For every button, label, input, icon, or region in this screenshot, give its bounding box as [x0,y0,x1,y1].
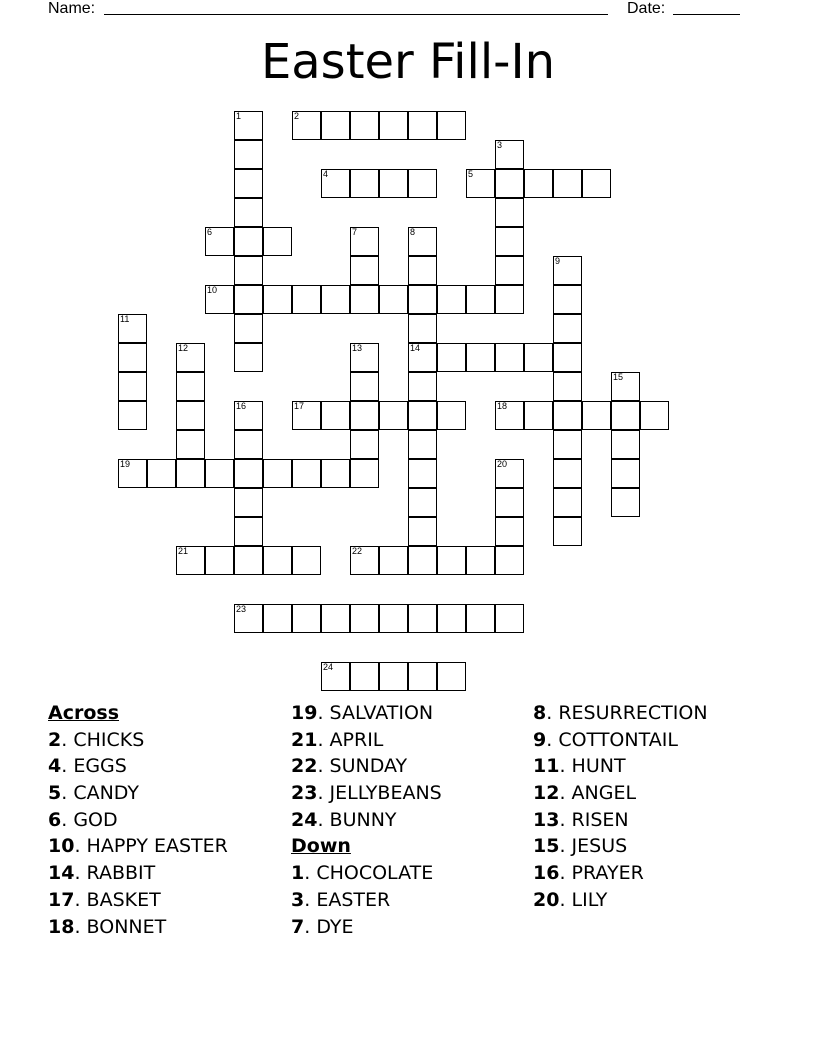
clue-item-number: 7 [291,915,305,938]
clue-item-text: HAPPY EASTER [86,835,228,858]
clue-item: 19. SALVATION [291,702,434,724]
clue-number: 5 [468,169,474,179]
grid-cell[interactable] [408,169,437,198]
grid-cell[interactable] [408,459,437,488]
grid-cell[interactable] [321,662,350,691]
clue-item: 5. CANDY [48,782,140,805]
grid-cell[interactable] [408,517,437,546]
grid-cell[interactable] [350,430,379,459]
grid-cell[interactable] [408,343,437,372]
grid-cell[interactable] [234,256,263,285]
down-heading: Down [291,835,351,858]
clue-item-text: RESURRECTION [558,702,708,724]
clue-number: 3 [497,140,503,150]
clue-item-text: BUNNY [329,808,397,831]
clue-item-text: BONNET [86,915,167,938]
clue-item: 3. EASTER [291,888,391,911]
grid-cell[interactable] [321,401,350,430]
clue-number: 7 [352,227,358,237]
grid-cell[interactable] [118,459,147,488]
grid-cell[interactable] [321,285,350,314]
grid-cell[interactable] [350,256,379,285]
clue-number: 9 [555,256,561,266]
clue-item: 24. BUNNY [291,808,397,831]
clue-item: 8. RESURRECTION [533,702,708,724]
grid-cell[interactable] [292,401,321,430]
clue-item-text: JESUS [571,835,628,858]
clue-item-text: CHICKS [73,728,145,751]
clue-column-2 [291,700,442,940]
grid-cell[interactable] [495,285,524,314]
clue-item-text: JELLYBEANS [329,782,442,805]
grid-cell[interactable] [408,401,437,430]
grid-cell[interactable] [408,488,437,517]
grid-cell[interactable] [176,459,205,488]
grid-cell[interactable] [263,285,292,314]
clue-number: 13 [352,343,363,353]
clue-item-number: 23 [291,782,318,805]
grid-cell[interactable] [611,459,640,488]
clue-item-number: 13 [533,808,560,831]
clue-item-text: CANDY [73,782,140,805]
clue-item-text: LILY [571,888,608,911]
clue-item-number: 2 [48,728,62,751]
grid-cell[interactable] [408,372,437,401]
grid-cell[interactable] [176,372,205,401]
clue-item-text: CHOCOLATE [316,862,434,885]
grid-cell[interactable] [553,459,582,488]
clue-item-text: ANGEL [571,782,637,805]
grid-cell[interactable] [205,227,234,256]
grid-cell[interactable] [176,546,205,575]
grid-cell[interactable] [495,169,524,198]
clue-item-number: 4 [48,755,62,778]
grid-cell[interactable] [321,111,350,140]
grid-cell[interactable] [234,546,263,575]
grid-cell[interactable] [466,604,495,633]
grid-cell[interactable] [234,169,263,198]
grid-cell[interactable] [495,546,524,575]
grid-cell[interactable] [118,314,147,343]
grid-cell[interactable] [350,459,379,488]
grid-cell[interactable] [234,140,263,169]
grid-cell[interactable] [495,488,524,517]
clue-item-number: 14 [48,862,75,885]
grid-cell[interactable] [263,546,292,575]
grid-cell[interactable] [147,459,176,488]
grid-cell[interactable] [408,227,437,256]
clue-item-number: 8 [533,702,547,724]
grid-cell[interactable] [553,517,582,546]
grid-cell[interactable] [466,546,495,575]
grid-cell[interactable] [234,314,263,343]
clue-item-number: 18 [48,915,75,938]
grid-cell[interactable] [437,662,466,691]
grid-cell[interactable] [350,227,379,256]
grid-cell[interactable] [176,430,205,459]
clue-item: 12. ANGEL [533,782,637,805]
grid-cell[interactable] [408,430,437,459]
clue-item-number: 17 [48,888,75,911]
clue-item-number: 9 [533,728,547,751]
grid-cell[interactable] [234,488,263,517]
grid-cell[interactable] [582,401,611,430]
grid-cell[interactable] [495,256,524,285]
clue-item-number: 24 [291,808,318,831]
grid-cell[interactable] [350,343,379,372]
clue-item-number: 5 [48,782,62,805]
clue-number: 10 [207,285,218,295]
clue-number: 20 [497,459,508,469]
grid-cell[interactable] [292,604,321,633]
clue-item: 14. RABBIT [48,862,156,885]
grid-cell[interactable] [553,488,582,517]
grid-cell[interactable] [553,430,582,459]
grid-cell[interactable] [205,546,234,575]
clue-number: 12 [178,343,189,353]
clue-item-number: 6 [48,808,62,831]
grid-cell[interactable] [611,430,640,459]
grid-cell[interactable] [350,169,379,198]
name-label: Name: [48,0,96,17]
clue-item: 17. BASKET [48,888,161,911]
grid-cell[interactable] [408,314,437,343]
clue-item-number: 22 [291,755,318,778]
grid-cell[interactable] [408,662,437,691]
grid-cell[interactable] [437,285,466,314]
clue-number: 17 [294,401,305,411]
grid-cell[interactable] [437,546,466,575]
grid-cell[interactable] [524,343,553,372]
clue-item-number: 15 [533,835,560,858]
page-title: Easter Fill-In [260,34,556,90]
grid-cell[interactable] [234,198,263,227]
across-heading: Across [48,702,120,724]
grid-cell[interactable] [582,169,611,198]
clue-item-text: EGGS [73,755,127,778]
clue-item-text: DYE [316,915,354,938]
clue-number: 22 [352,546,363,556]
date-label: Date: [627,0,666,17]
grid-cell[interactable] [553,372,582,401]
grid-cell[interactable] [205,285,234,314]
grid-cell[interactable] [379,604,408,633]
clue-item-number: 21 [291,728,318,751]
grid-cell[interactable] [495,517,524,546]
grid-cell[interactable] [350,372,379,401]
grid-cell[interactable] [379,111,408,140]
grid-cell[interactable] [379,546,408,575]
clue-item-text: RABBIT [86,862,156,885]
grid-cell[interactable] [379,285,408,314]
clue-item-number: 12 [533,782,560,805]
grid-cell[interactable] [408,546,437,575]
grid-cell[interactable] [350,604,379,633]
clue-column-3 [533,700,708,914]
grid-cell[interactable] [495,604,524,633]
grid-cell[interactable] [495,401,524,430]
grid-cell[interactable] [553,343,582,372]
grid-cell[interactable] [611,488,640,517]
clue-item-number: 16 [533,862,560,885]
grid-cell[interactable] [495,227,524,256]
grid-cell[interactable] [640,401,669,430]
clue-item-text: EASTER [316,888,391,911]
grid-cell[interactable] [408,604,437,633]
grid-cell[interactable] [437,111,466,140]
clue-item: 9. COTTONTAIL [533,728,678,751]
grid-cell[interactable] [437,401,466,430]
grid-cell[interactable] [553,256,582,285]
grid-cell[interactable] [379,169,408,198]
grid-cell[interactable] [466,343,495,372]
grid-cell[interactable] [553,169,582,198]
clue-item-text: PRAYER [571,862,644,885]
clue-item: 6. GOD [48,808,118,831]
clue-item: 10. HAPPY EASTER [48,835,228,858]
clue-number: 8 [410,227,416,237]
clue-item: 4. EGGS [48,755,127,778]
clue-number: 18 [497,401,508,411]
grid-cell[interactable] [495,140,524,169]
clue-number: 15 [613,372,624,382]
clue-item-number: 11 [533,755,560,778]
clue-item-text: GOD [73,808,118,831]
grid-cell[interactable] [350,401,379,430]
clue-number: 23 [236,604,247,614]
grid-cell[interactable] [176,343,205,372]
grid-cell[interactable] [263,227,292,256]
grid-cell[interactable] [495,459,524,488]
grid-cell[interactable] [553,314,582,343]
clue-item: 23. JELLYBEANS [291,782,442,805]
clue-item-text: BASKET [86,888,161,911]
grid-cell[interactable] [321,604,350,633]
grid-cell[interactable] [234,285,263,314]
grid-cell[interactable] [234,401,263,430]
clue-number: 11 [120,314,130,324]
clue-item-number: 20 [533,888,560,911]
grid-cell[interactable] [234,459,263,488]
grid-cell[interactable] [553,285,582,314]
clue-item-number: 19 [291,702,318,724]
grid-cell[interactable] [118,372,147,401]
grid-cell[interactable] [118,343,147,372]
clue-column-1 [48,700,228,940]
clue-item-number: 1 [291,862,305,885]
clue-number: 24 [323,662,334,672]
grid-cell[interactable] [292,285,321,314]
clue-item: 21. APRIL [291,728,384,751]
grid-cell[interactable] [118,401,147,430]
grid-cell[interactable] [292,459,321,488]
grid-cell[interactable] [176,401,205,430]
grid-cell[interactable] [321,169,350,198]
grid-cell[interactable] [495,198,524,227]
grid-cell[interactable] [350,111,379,140]
clue-item: 20. LILY [533,888,608,911]
grid-cell[interactable] [466,169,495,198]
grid-cell[interactable] [495,343,524,372]
grid-cell[interactable] [234,227,263,256]
clue-item-text: HUNT [571,755,626,778]
grid-cell[interactable] [553,401,582,430]
grid-cell[interactable] [437,343,466,372]
grid-cell[interactable] [524,169,553,198]
clue-item-text: RISEN [571,808,629,831]
clue-item-text: COTTONTAIL [558,728,678,751]
grid-cell[interactable] [466,285,495,314]
grid-cell[interactable] [408,111,437,140]
clue-number: 16 [236,401,247,411]
clue-item: 2. CHICKS [48,728,145,751]
grid-cell[interactable] [408,256,437,285]
clue-item: 15. JESUS [533,835,628,858]
grid-cell[interactable] [350,546,379,575]
clue-item: 22. SUNDAY [291,755,408,778]
clue-item: 1. CHOCOLATE [291,862,434,885]
clue-item: 7. DYE [291,915,354,938]
clue-item: 13. RISEN [533,808,629,831]
grid-cell[interactable] [379,401,408,430]
clue-item-text: SALVATION [329,702,434,724]
clue-item-number: 10 [48,835,75,858]
grid-cell[interactable] [263,604,292,633]
clue-number: 14 [410,343,421,353]
clue-number: 19 [120,459,131,469]
clue-item-text: APRIL [329,728,384,751]
clue-number: 6 [207,227,213,237]
grid-cell[interactable] [408,285,437,314]
grid-cell[interactable] [350,285,379,314]
clue-item-text: SUNDAY [329,755,408,778]
grid-cell[interactable] [292,546,321,575]
grid-cell[interactable] [437,604,466,633]
grid-cell[interactable] [524,401,553,430]
grid-cell[interactable] [263,459,292,488]
grid-cell[interactable] [292,111,321,140]
clue-item: 11. HUNT [533,755,626,778]
clue-number: 4 [323,169,329,179]
grid-cell[interactable] [321,459,350,488]
clue-item: 18. BONNET [48,915,167,938]
grid-cell[interactable] [234,430,263,459]
grid-cell[interactable] [234,604,263,633]
grid-cell[interactable] [234,111,263,140]
grid-cell[interactable] [611,372,640,401]
clue-number: 21 [178,546,189,556]
grid-cell[interactable] [234,517,263,546]
grid-cell[interactable] [379,662,408,691]
grid-cell[interactable] [234,343,263,372]
clue-item: 16. PRAYER [533,862,644,885]
clue-item-number: 3 [291,888,305,911]
grid-cell[interactable] [611,401,640,430]
grid-cell[interactable] [205,459,234,488]
clue-number: 1 [236,111,242,121]
grid-cell[interactable] [350,662,379,691]
clue-number: 2 [294,111,300,121]
